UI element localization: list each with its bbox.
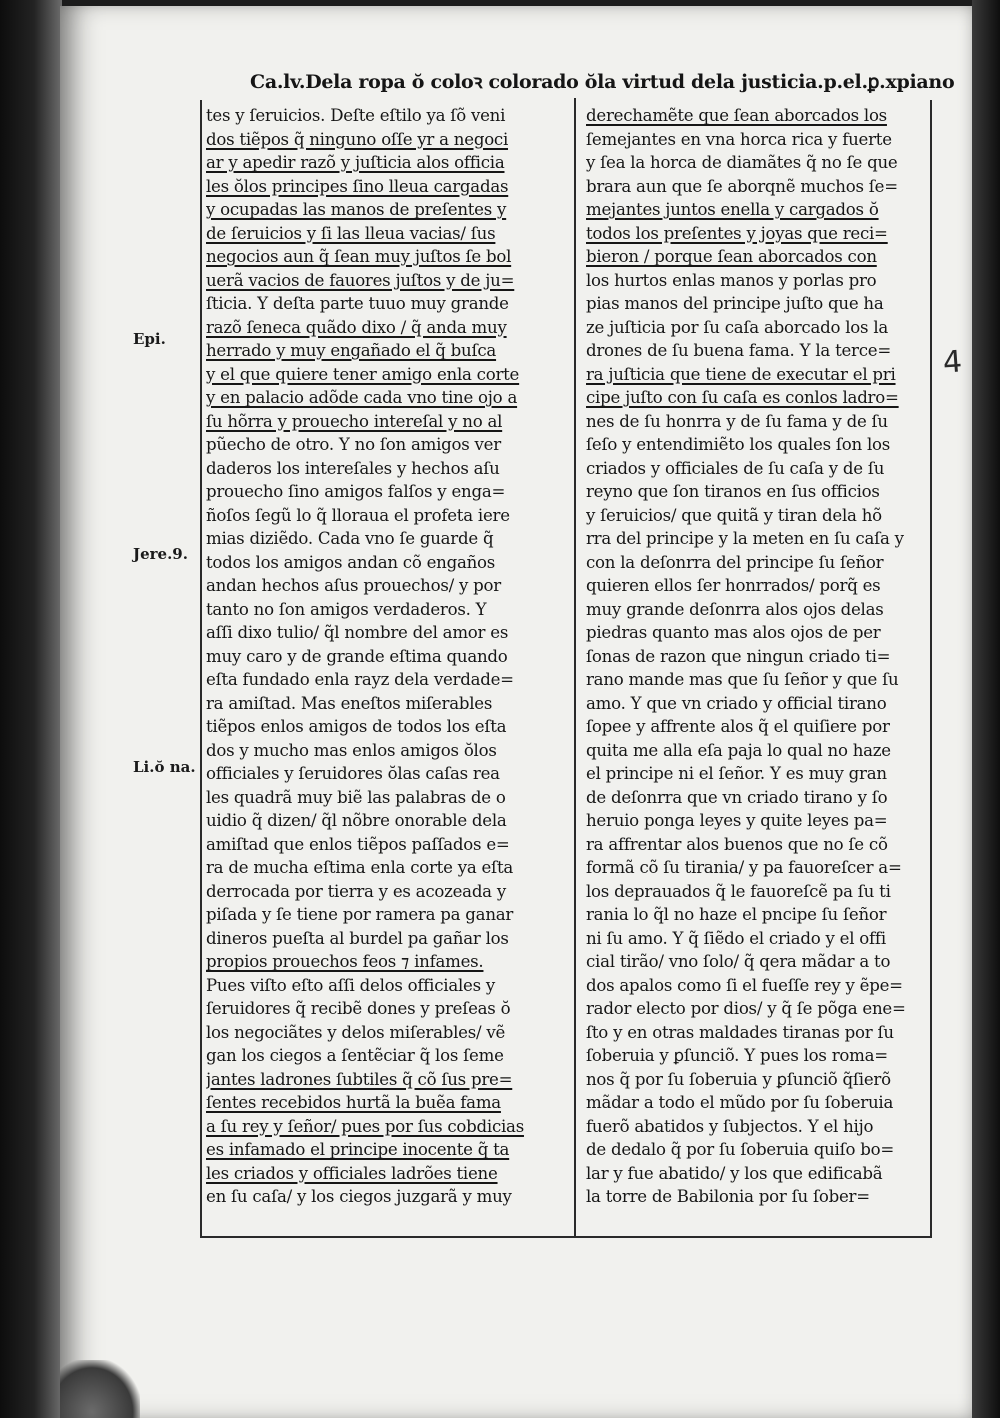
right-column-line: heruio ponga leyes y quite leyes pa= [586, 811, 888, 830]
right-column-line: ni ſu amo. Y q̃ ſiẽdo el criado y el offi [586, 928, 886, 948]
left-column-line: y ocupadas las manos de preſentes y [206, 200, 507, 219]
right-column-line: ſeſo y entendimiẽto los quales ſon los [586, 435, 891, 454]
margin-note: Jere.9. [133, 545, 188, 563]
left-column-line: ñoſos ſegũ lo q̃ lloraua el profeta iere [206, 505, 510, 525]
right-column-line: ze juſticia por ſu caſa aborcado los la [586, 317, 889, 337]
right-column-line: ſoberuia y ꝑſunciõ. Y pues los roma= [586, 1046, 888, 1065]
left-column-line: officiales y ſeruidores ŏlas caſas rea [206, 764, 500, 783]
left-column-line: ra amiſtad. Mas eneſtos miſerables [206, 693, 493, 713]
left-column-line: los negociãtes y delos miſerables/ vẽ [206, 1022, 506, 1042]
right-column-line: muy grande deſonrra alos ojos delas [586, 599, 884, 619]
right-column-line: rador electo por dios/ y q̃ ſe põga ene= [586, 999, 906, 1018]
left-column-line: daderos los intereſales y hechos aſu [206, 458, 500, 478]
right-column-line: brara aun que ſe aborqnẽ muchos ſe= [586, 176, 898, 196]
left-column-line: y el que quiere tener amigo enla corte [206, 364, 520, 384]
left-column-line: ar y apedir razõ y juſticia alos officia [206, 153, 505, 172]
right-column-line: nos q̃ por ſu ſoberuia y ꝑſunciõ q̃ſierõ [586, 1069, 891, 1089]
right-column-line: y ſeruicios/ que quitã y tiran dela hõ [586, 505, 882, 525]
right-column-line: ſto y en otras maldades tiranas por ſu [586, 1022, 894, 1042]
left-column-line: pũecho de otro. Y no ſon amigos ver [206, 435, 501, 454]
left-column-line: piſada y ſe tiene por ramera pa ganar [206, 905, 514, 924]
left-column-line: andan hechos aſus prouechos/ y por [206, 576, 501, 595]
left-column-line: dos tiẽpos q̃ ninguno oſſe yr a negoci [206, 129, 509, 149]
right-column-line: de dedalo q̃ por ſu ſoberuia quiſo bo= [586, 1140, 895, 1159]
left-column-line: tanto no ſon amigos verdaderos. Y [206, 599, 487, 619]
right-column-line: ſemejantes en vna horca rica y fuerte [586, 129, 892, 149]
right-column-line: rano mande mas que ſu ſeñor y que ſu [586, 670, 899, 689]
left-column-line: ſeruidores q̃ recibẽ dones y preſeas ŏ [206, 999, 511, 1018]
right-column-line: de deſonrra que vn criado tirano y ſo [586, 787, 888, 807]
book-binding-gutter [0, 0, 62, 1418]
left-column-line: en ſu caſa/ y los ciegos juzgarã y muy [206, 1187, 512, 1206]
right-column-line: rra del principe y la meten en ſu caſa y [586, 529, 904, 548]
left-column-line: gan los ciegos a ſentẽciar q̃ los ſeme [206, 1046, 504, 1065]
right-column-line: ſopee y affrente alos q̃ el quiſiere por [586, 717, 890, 736]
left-column-line: muy caro y de grande eſtima quando [206, 646, 508, 666]
right-column-line: piedras quanto mas alos ojos de per [586, 623, 881, 642]
right-column-line: amo. Y que vn criado y official tirano [586, 693, 887, 713]
left-column-line: les criados y officiales ladrões tiene [206, 1163, 498, 1183]
left-column-line: ſu hõrra y prouecho intereſal y no al [206, 411, 503, 431]
right-column-line: ſonas de razon que ningun criado ti= [586, 646, 891, 666]
left-column-line: negocios aun q̃ ſean muy juſtos ſe bol [206, 247, 512, 266]
left-column-line: amiſtad que enlos tiẽpos paſſados e= [206, 834, 510, 854]
left-column-line: a ſu rey y ſeñor/ pues por ſus cobdicias [206, 1116, 524, 1136]
right-column-line: cial tirão/ vno ſolo/ q̃ qera mãdar a to [586, 952, 891, 971]
left-column-line: es infamado el principe inocente q̃ ta [206, 1140, 510, 1159]
left-column-line: propios prouechos feos ⁊ infames. [206, 952, 484, 971]
left-column-line: eſta fundado enla rayz dela verdade= [206, 670, 514, 689]
right-column-line: pias manos del principe juſto que ha [586, 294, 884, 313]
right-column-line: rania lo q̃l no haze el pncipe ſu ſeñor [586, 905, 887, 924]
right-column-line: ra juſticia que tiene de executar el pri [586, 364, 896, 384]
left-column-line: derrocada por tierra y es acozeada y [206, 881, 506, 901]
right-column-line: fuerõ abatidos y ſubjectos. Y el hijo [586, 1116, 874, 1136]
left-column-line: mias diziẽdo. Cada vno ſe guarde q̃ [206, 529, 494, 548]
right-column-line: los deprauados q̃ le fauoreſcẽ pa ſu ti [586, 881, 891, 901]
right-column-line: derechamẽte que ſean aborcados los [586, 106, 887, 125]
left-column-line: tes y ſeruicios. Deſte eſtilo ya ſõ veni [206, 106, 506, 125]
left-column-line: ra de mucha eſtima enla corte ya eſta [206, 858, 514, 877]
right-column-line: ra affrentar alos buenos que no ſe cõ [586, 834, 888, 854]
right-column-line: drones de ſu buena fama. Y la terce= [586, 341, 892, 360]
left-column-line: herrado y muy engañado el q̃ buſca [206, 341, 497, 360]
left-column-line: uidio q̃ dizen/ q̃l nõbre onorable dela [206, 811, 507, 830]
left-column-line: dos y mucho mas enlos amigos ŏlos [206, 740, 497, 760]
left-column-line: ſticia. Y deſta parte tuuo muy grande [206, 294, 509, 313]
page-edge-shadow [972, 0, 1000, 1418]
right-column [586, 104, 930, 1209]
right-column-line: mejantes juntos enella y cargados ŏ [586, 200, 879, 219]
right-column-line: quita me alla eſa paja lo qual no haze [586, 740, 891, 760]
margin-note: Li.ŏ na. [133, 758, 196, 776]
left-column-line: uerã vacios de fauores juſtos y de ju= [206, 270, 515, 290]
right-column-line: mãdar a todo el mũdo por ſu ſoberuia [586, 1093, 894, 1112]
left-column-line: dineros pueſta al burdel pa gañar los [206, 928, 509, 948]
right-column-line: todos los preſentes y joyas que reci= [586, 223, 888, 243]
right-column-line: el principe ni el ſeñor. Y es muy gran [586, 764, 887, 783]
left-column-line: tiẽpos enlos amigos de todos los eſta [206, 717, 507, 736]
right-column-line: lar y fue abatido/ y los que edificabã [586, 1163, 883, 1183]
right-column-line: la torre de Babilonia por ſu ſober= [586, 1187, 870, 1206]
left-column-line: les ŏlos principes ſino lleua cargadas [206, 176, 509, 196]
left-column-line: jantes ladrones ſubtiles q̃ cõ ſus pre= [206, 1069, 513, 1089]
left-column-line: razõ ſeneca quãdo dixo / q̃ anda muy [206, 317, 507, 337]
right-column-line: dos apalos como ſi el fueſſe rey y ẽpe= [586, 975, 903, 995]
right-column-line: nes de ſu honrra y de ſu fama y de ſu [586, 411, 888, 431]
left-column-line: todos los amigos andan cõ engaños [206, 552, 496, 572]
left-column-line: y en palacio adõde cada vno tine ojo a [206, 388, 518, 407]
left-column-line: aſſi dixo tulio/ q̃l nombre del amor es [206, 623, 509, 642]
column-divider [574, 98, 576, 1238]
left-column-line: de ſeruicios y ſi las lleua vacias/ ſus [206, 223, 496, 243]
margin-note: Epi. [133, 330, 166, 348]
right-column-line: cipe juſto con ſu caſa es conlos ladro= [586, 388, 899, 407]
thumb-shadow [60, 1360, 140, 1418]
left-column [206, 104, 566, 1209]
running-head: Ca.lv.Dela ropa ŏ coloꝛ colorado ŏla virtud dela justicia.p.el.ꝑ.xpiano [250, 71, 955, 93]
right-column-line: bieron / porque ſean aborcados con [586, 247, 877, 266]
right-column-line: formã cõ ſu tirania/ y pa fauoreſcer a= [586, 858, 902, 877]
right-column-line: reyno que ſon tiranos en ſus officios [586, 482, 880, 501]
left-column-line: Pues viſto eſto aſſi delos officiales y [206, 975, 496, 995]
right-column-line: con la deſonrra del principe ſu ſeñor [586, 552, 884, 572]
right-column-line: y ſea la horca de diamãtes q̃ no ſe que [586, 153, 898, 172]
right-column-line: quieren ellos ſer honrrados/ porq̃ es [586, 576, 881, 595]
right-column-line: criados y officiales de ſu caſa y de ſu [586, 458, 885, 478]
right-column-line: los hurtos enlas manos y porlas pro [586, 270, 877, 290]
left-column-line: ſentes recebidos hurtã la buẽa fama [206, 1093, 501, 1112]
left-column-line: les quadrã muy biẽ las palabras de o [206, 787, 506, 807]
handwritten-folio-mark: 4 [941, 344, 964, 381]
left-column-line: prouecho ſino amigos falſos y enga= [206, 482, 506, 501]
